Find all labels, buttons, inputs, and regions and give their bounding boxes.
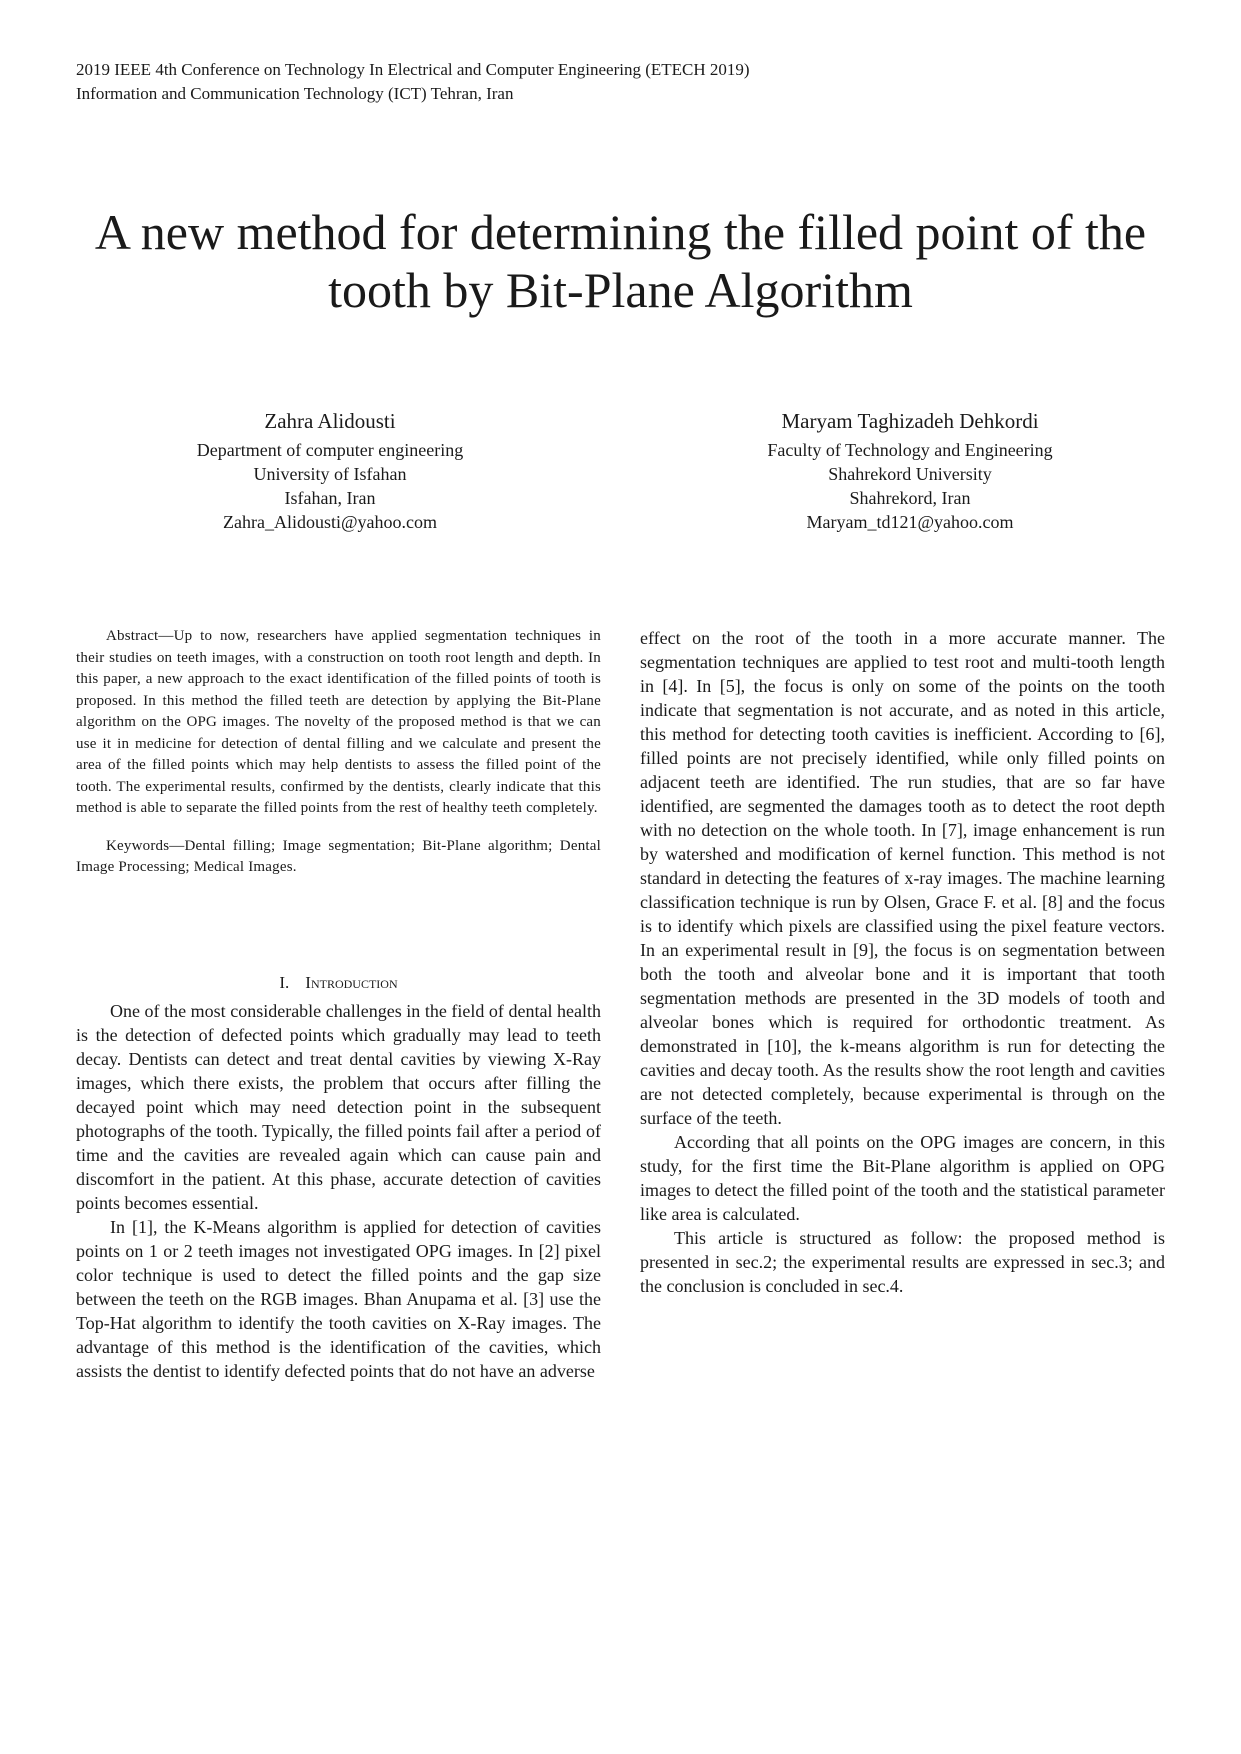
- title-line-1: A new method for determining the filled point of the: [94, 204, 1147, 260]
- author-name: Zahra Alidousti: [264, 409, 396, 433]
- abstract-section: [76, 626, 601, 879]
- intro-paragraph-4: This article is structured as follow: the proposed method is presented in sec.2; the experimental results are expressed in sec.3; and the conclusion is concluded in sec.4.: [640, 1228, 1165, 1296]
- section-number: I.: [279, 972, 290, 992]
- title-line-2: tooth by Bit-Plane Algorithm: [328, 262, 913, 318]
- author-institution: Shahrekord University: [828, 464, 992, 484]
- paper-title: [40, 203, 1201, 319]
- conference-line-1: 2019 IEEE 4th Conference on Technology In Electrical and Computer Engineering (ETECH 2019): [76, 60, 750, 79]
- keywords-text: Keywords—Dental filling; Image segmentation; Bit-Plane algorithm; Dental Image Processing; Medical Images.: [76, 837, 601, 875]
- section-title: Introduction: [305, 972, 398, 992]
- author-email: Zahra_Alidousti@yahoo.com: [222, 512, 438, 532]
- left-column: [76, 626, 601, 1383]
- author-location: Isfahan, Iran: [284, 488, 376, 508]
- author-email: Maryam_td121@yahoo.com: [806, 512, 1014, 532]
- author-name: Maryam Taghizadeh Dehkordi: [781, 409, 1039, 433]
- intro-paragraph-2: In [1], the K-Means algorithm is applied for detection of cavities points on 1 or 2 teeth images not investigated OPG images. In [2] pixel color technique is used to detect the filled points and the gap size between the teeth on the RGB images. Bhan Anupama et al. [3] use the Top-Hat algorithm to identify the tooth cavities on X-Ray images. The advantage of this method is the identification of the cavities, which assists the dentist to identify defected points that do not have an adverse: [76, 1216, 601, 1381]
- intro-paragraph-2-continued: effect on the root of the tooth in a more accurate manner. The segmentation techniques are applied to test root and multi-tooth length in [4]. In [5], the focus is only on some of the points on the tooth indicate that segmentation is not accurate, and as noted in this article, this method for detecting tooth cavities is inefficient. According to [6], filled points are not precisely identified, while only filled points on adjacent teeth are identified. The run studies, that are so far have identified, are segmented the damages tooth as to detect the root depth with no detection on the whole tooth. In [7], image enhancement is run by watershed and modification of kernel function. This method is not standard in detecting the features of x-ray images. The machine learning classification technique is run by Olsen, Grace F. et al. [8] and the focus is to identify which pixels are classified using the pixel feature vectors. In an experimental result in [9], the focus is on segmentation between both the tooth and alveolar bone and it is important that tooth segmentation methods are presented in the 3D models of tooth and alveolar bones which is required for orthodontic treatment. As demonstrated in [10], the k-means algorithm is run for detecting the cavities and decay tooth. As the results show the root length and cavities are not detected completely, because experimental is through on the surface of the teeth.: [640, 628, 1165, 1128]
- section-heading-introduction: [76, 971, 601, 995]
- author-institution: University of Isfahan: [253, 464, 407, 484]
- intro-paragraph-1: One of the most considerable challenges in the field of dental health is the detection of defected points which gradually may lead to teeth decay. Dentists can detect and treat dental cavities by viewing X-Ray images, which there exists, the problem that occurs after filling the decayed point which may need detection point in the subsequent photographs of the tooth. Typically, the filled points fail after a period of time and the cavities are revealed again which can cause pain and discomfort in the patient. At this phase, accurate detection of cavities points becomes essential.: [76, 1000, 601, 1213]
- intro-paragraph-3: According that all points on the OPG images are concern, in this study, for the first time the Bit-Plane algorithm is applied on OPG images to detect the filled point of the tooth and the statistical parameter like area is calculated.: [640, 1132, 1165, 1224]
- author-department: Faculty of Technology and Engineering: [767, 440, 1053, 460]
- author-block-2: [650, 406, 1170, 534]
- abstract-text: Abstract—Up to now, researchers have applied segmentation techniques in their studies on teeth images, with a construction on tooth root length and depth. In this paper, a new approach to the exact identification of the filled points of tooth is proposed. In this method the filled teeth are detection by applying the Bit-Plane algorithm on the OPG images. The novelty of the proposed method is that we can use it in medicine for detection of dental filling and we calculate and present the area of the filled points which may help dentists to assess the filled point of the tooth. The experimental results, confirmed by the dentists, clearly indicate that this method is able to separate the filled points from the rest of healthy teeth completely.: [76, 628, 601, 816]
- conference-header: [76, 58, 750, 106]
- author-location: Shahrekord, Iran: [849, 488, 971, 508]
- conference-line-2: Information and Communication Technology (ICT) Tehran, Iran: [76, 84, 514, 103]
- right-column: [640, 626, 1165, 1298]
- author-block-1: [70, 406, 590, 534]
- author-department: Department of computer engineering: [196, 440, 464, 460]
